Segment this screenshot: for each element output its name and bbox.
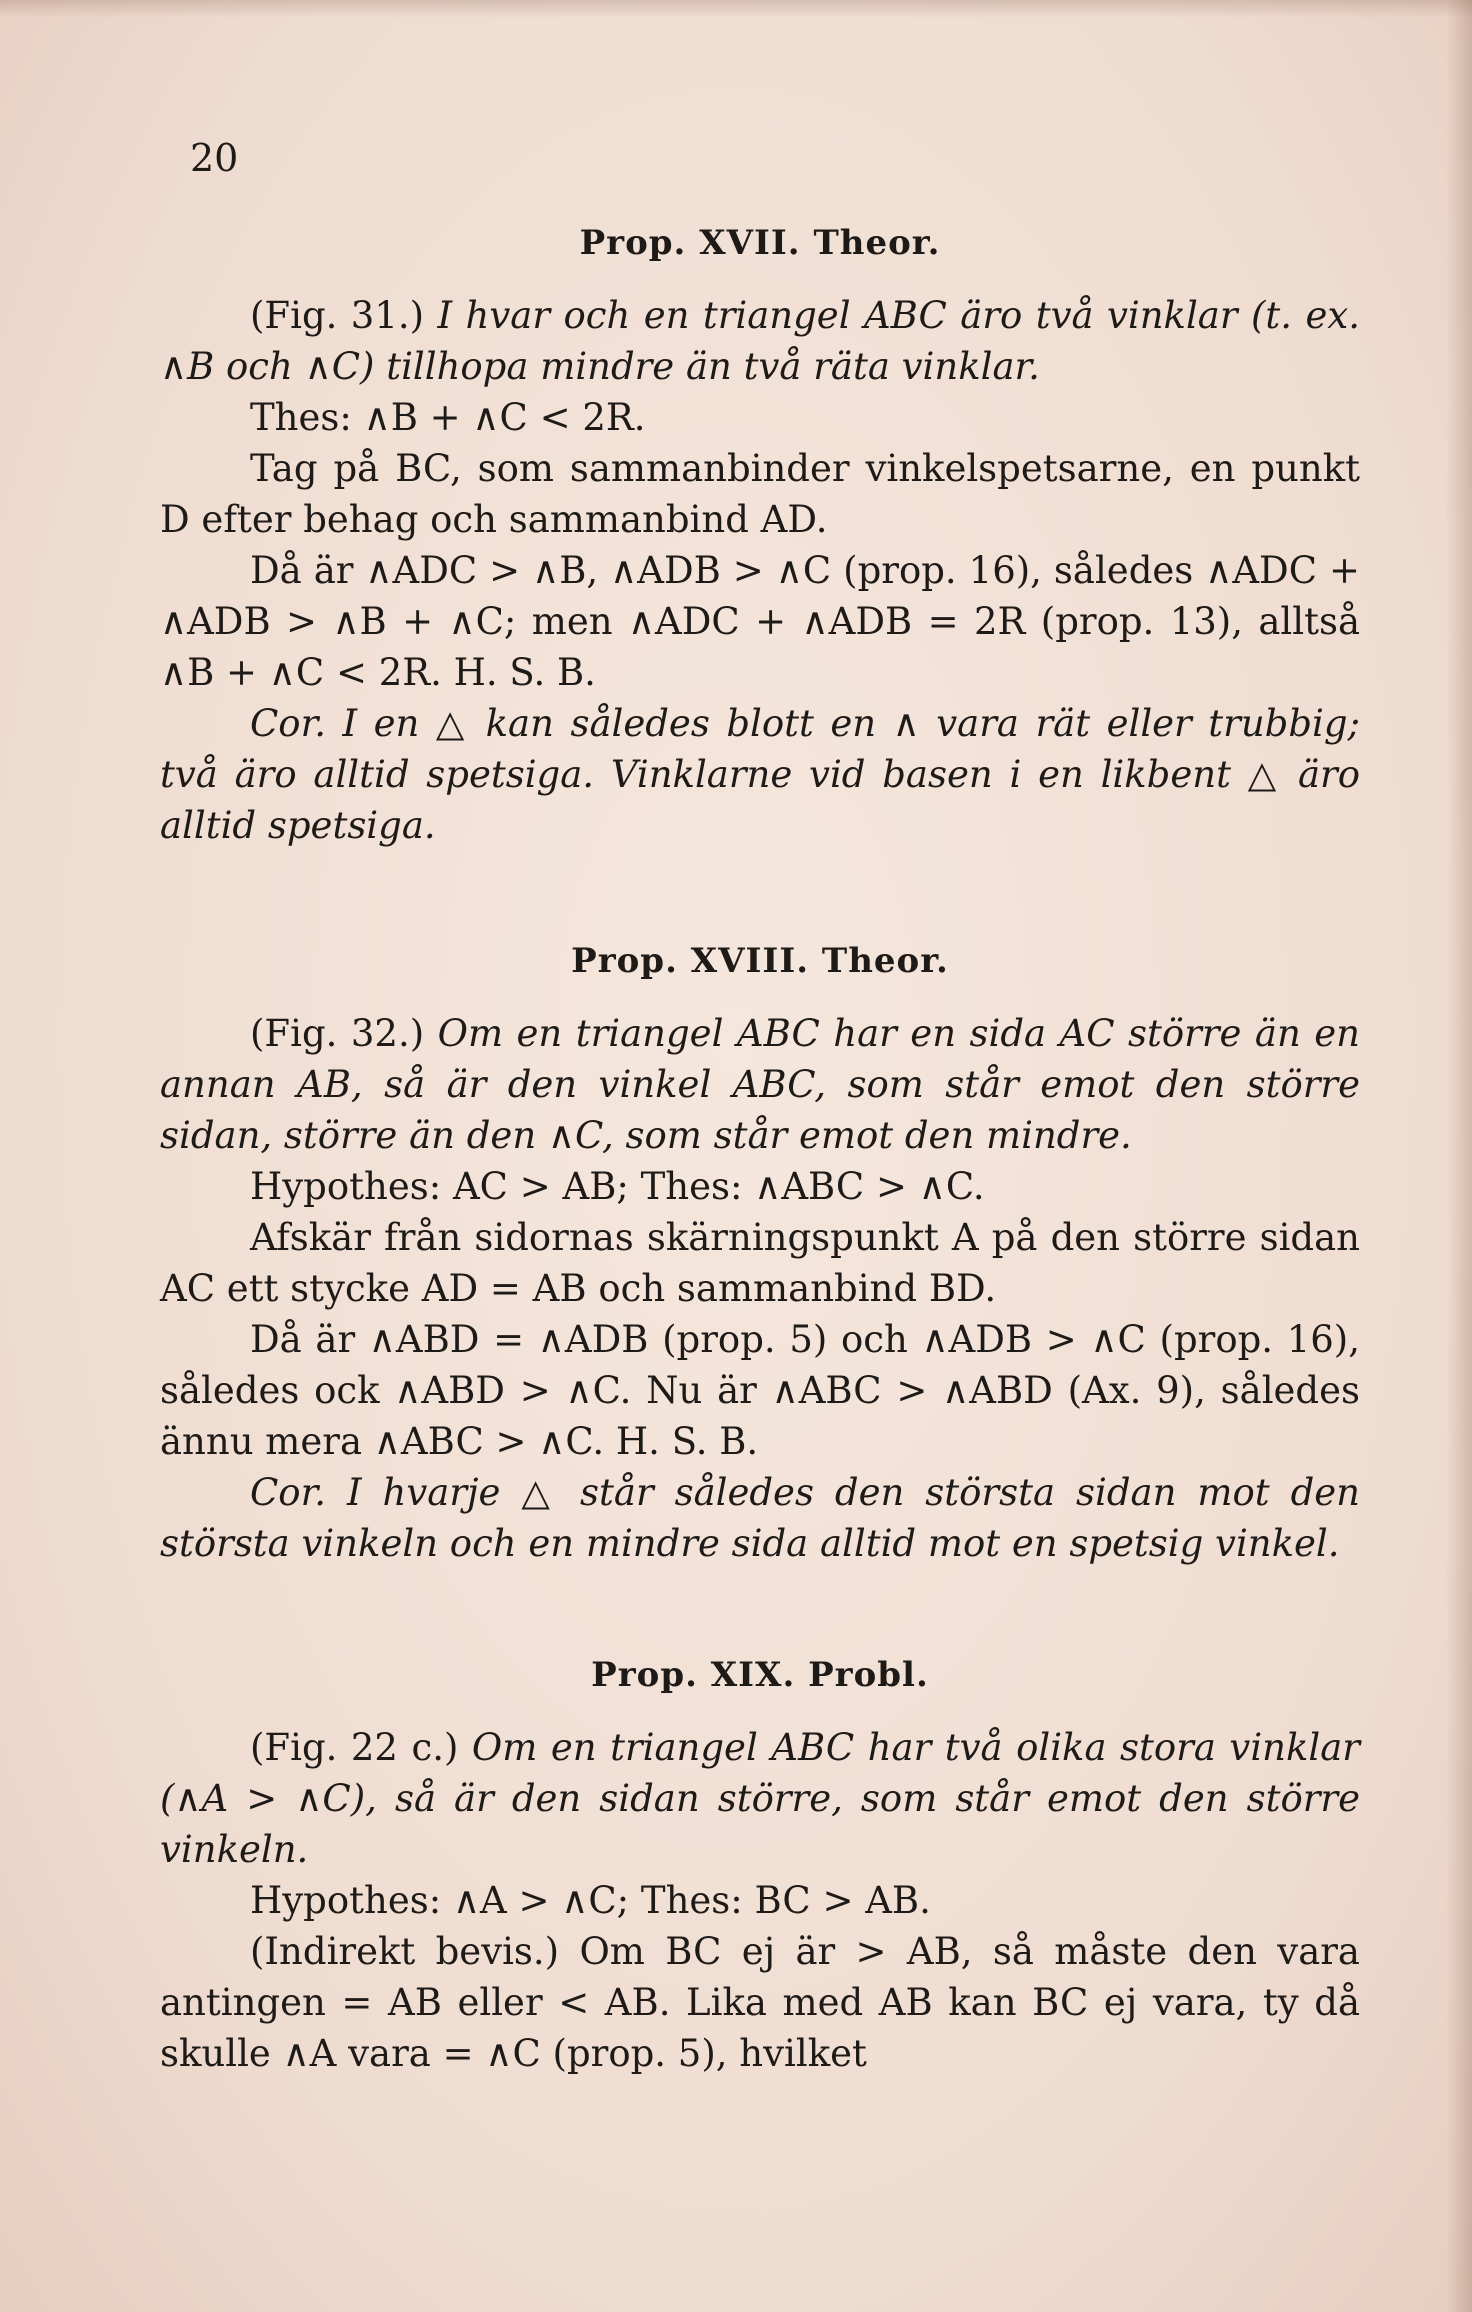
paragraph: (Indirekt bevis.) Om BC ej är > AB, så måste den vara antingen = AB eller < AB. Lika med AB kan BC ej vara, ty då skulle ∧A vara = ∧C (prop. 5), hvilket	[160, 1930, 1360, 2075]
corollary-label: Cor.	[250, 702, 326, 745]
section-heading-prop-17: Prop. XVII. Theor.	[579, 223, 941, 263]
paragraph: Hypothes: AC > AB; Thes: ∧ABC > ∧C.	[250, 1165, 985, 1208]
page-shadow-top	[0, 0, 1472, 18]
section-body-prop-17	[160, 290, 1360, 851]
corollary	[160, 1467, 1360, 1569]
paragraph	[160, 1008, 1360, 1161]
corollary-text: I en △ kan således blott en ∧ vara rät eller trubbig; två äro alltid spetsiga. Vinklarne vid basen i en likbent △ äro alltid spetsiga.	[160, 702, 1361, 847]
page-number: 20	[190, 136, 239, 180]
figure-reference: (Fig. 31.)	[250, 294, 425, 337]
paragraph	[160, 1722, 1360, 1875]
paragraph: Thes: ∧B + ∧C < 2R.	[250, 396, 646, 439]
section-heading-prop-19: Prop. XIX. Probl.	[591, 1655, 929, 1695]
figure-reference: (Fig. 22 c.)	[250, 1726, 459, 1769]
paragraph	[160, 290, 1360, 392]
paragraph: Afskär från sidornas skärningspunkt A på den större sidan AC ett stycke AD = AB och sammanbind BD.	[160, 1216, 1360, 1310]
paragraph: Då är ∧ABD = ∧ADB (prop. 5) och ∧ADB > ∧C (prop. 16), således ock ∧ABD > ∧C. Nu är ∧ABC > ∧ABD (Ax. 9), således ännu mera ∧ABC > ∧C. H. S. B.	[160, 1318, 1360, 1463]
proposition-statement: Om en triangel ABC har en sida AC större än en annan AB, så är den vinkel ABC, som står emot den större sidan, större än den ∧C, som står emot den mindre.	[160, 1012, 1360, 1157]
proposition-statement: Om en triangel ABC har två olika stora vinklar (∧A > ∧C), så är den sidan större, som står emot den större vinkeln.	[160, 1726, 1360, 1871]
section-body-prop-18	[160, 1008, 1360, 1569]
corollary	[160, 698, 1360, 851]
paragraph: Hypothes: ∧A > ∧C; Thes: BC > AB.	[250, 1879, 931, 1922]
corollary-text: I hvarje △ står således den största sidan mot den största vinkeln och en mindre sida alltid mot en spetsig vinkel.	[160, 1471, 1360, 1565]
paragraph: Tag på BC, som sammanbinder vinkelspetsarne, en punkt D efter behag och sammanbind AD.	[160, 447, 1360, 541]
section-heading-prop-18: Prop. XVIII. Theor.	[571, 941, 949, 981]
proposition-statement: I hvar och en triangel ABC äro två vinklar (t. ex. ∧B och ∧C) tillhopa mindre än två räta vinklar.	[160, 294, 1360, 388]
page-shadow-right	[1446, 0, 1472, 2312]
corollary-label: Cor.	[250, 1471, 326, 1514]
section-body-prop-19	[160, 1722, 1360, 2079]
figure-reference: (Fig. 32.)	[250, 1012, 425, 1055]
paragraph: Då är ∧ADC > ∧B, ∧ADB > ∧C (prop. 16), således ∧ADC + ∧ADB > ∧B + ∧C; men ∧ADC + ∧ADB = 2R (prop. 13), alltså ∧B + ∧C < 2R. H. S. B.	[160, 549, 1360, 694]
